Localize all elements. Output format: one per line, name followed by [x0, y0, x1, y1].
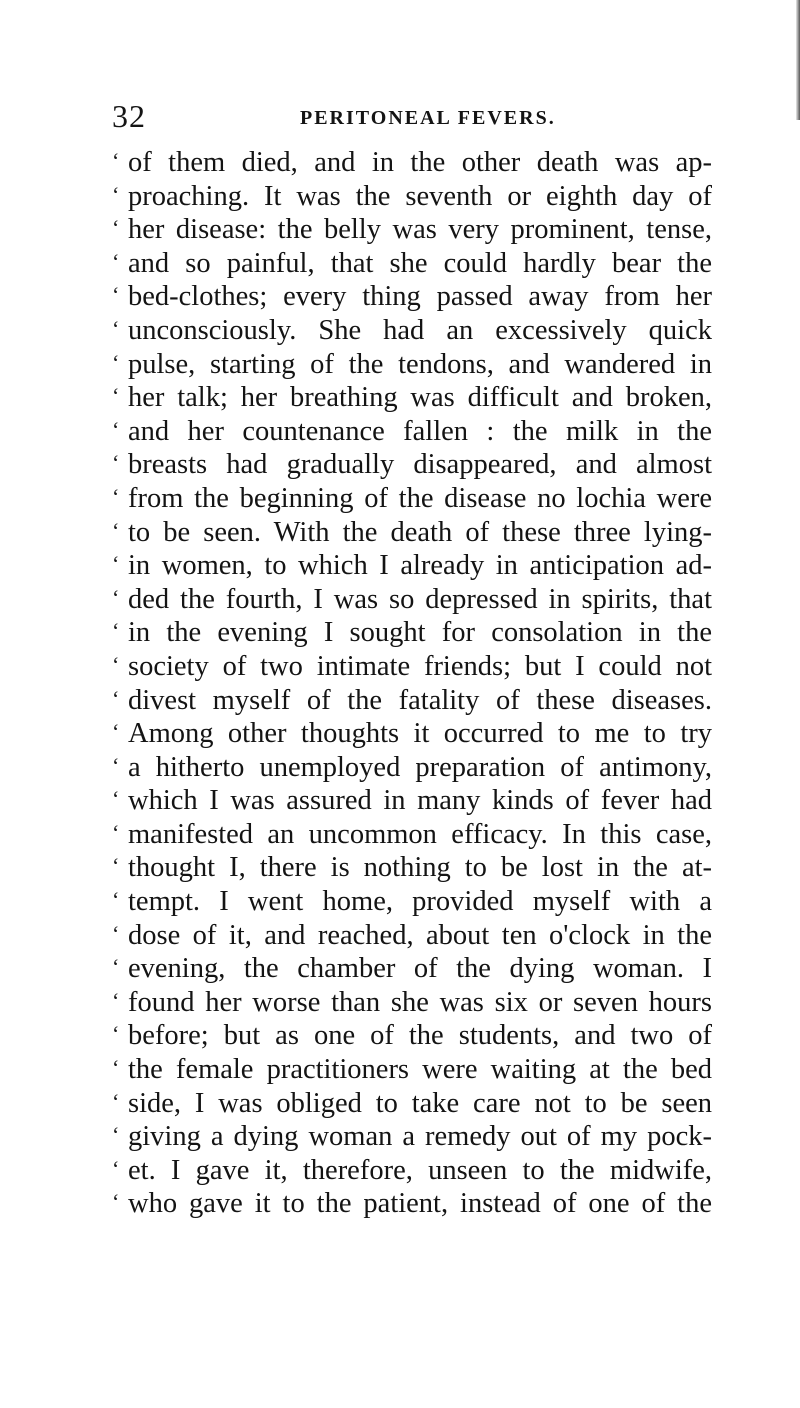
text-line — [112, 180, 712, 214]
quote-mark: ‘ — [112, 450, 120, 476]
text-line — [112, 448, 712, 482]
page-header — [0, 96, 800, 136]
quote-mark: ‘ — [112, 752, 120, 778]
text-line — [112, 751, 712, 785]
body-text — [112, 146, 712, 1221]
quote-mark: ‘ — [112, 887, 120, 913]
text-line — [112, 247, 712, 281]
text-line — [112, 280, 712, 314]
line-text: in the evening I sought for consolation in the — [128, 617, 712, 649]
line-text: before; but as one of the students, and two of — [128, 1020, 712, 1052]
line-text: the female practitioners were waiting at the bed — [128, 1054, 712, 1086]
quote-mark: ‘ — [112, 416, 120, 442]
quote-mark: ‘ — [112, 584, 120, 610]
line-text: who gave it to the patient, instead of one of the — [128, 1188, 712, 1220]
line-text: giving a dying woman a remedy out of my pock- — [128, 1121, 712, 1153]
text-line — [112, 213, 712, 247]
line-text: and her countenance fallen : the milk in the — [128, 415, 712, 447]
text-line — [112, 549, 712, 583]
text-line — [112, 684, 712, 718]
quote-mark: ‘ — [112, 1088, 120, 1114]
line-text: from the beginning of the disease no lochia were — [128, 482, 712, 514]
page-number: 32 — [112, 98, 146, 134]
quote-mark: ‘ — [112, 315, 120, 341]
quote-mark: ‘ — [112, 719, 120, 745]
quote-mark: ‘ — [112, 383, 120, 409]
text-line — [112, 1053, 712, 1087]
text-line — [112, 851, 712, 885]
text-line — [112, 818, 712, 852]
line-text: Among other thoughts it occurred to me to try — [128, 718, 712, 750]
quote-mark: ‘ — [112, 618, 120, 644]
quote-mark: ‘ — [112, 248, 120, 274]
quote-mark: ‘ — [112, 853, 120, 879]
line-text: of them died, and in the other death was ap- — [128, 147, 712, 178]
line-text: her disease: the belly was very prominent, tense, — [128, 214, 712, 246]
text-line — [112, 650, 712, 684]
line-text: unconsciously. She had an excessively quick — [128, 314, 712, 346]
line-text: which I was assured in many kinds of fever had — [128, 785, 712, 817]
text-line — [112, 885, 712, 919]
quote-mark: ‘ — [112, 1021, 120, 1047]
text-line — [112, 1019, 712, 1053]
text-line — [112, 415, 712, 449]
quote-mark: ‘ — [112, 1122, 120, 1148]
quote-mark: ‘ — [112, 517, 120, 543]
quote-mark: ‘ — [112, 1189, 120, 1215]
line-text: proaching. It was the seventh or eighth day of — [128, 180, 712, 212]
line-text: to be seen. With the death of these three lying- — [128, 516, 712, 548]
quote-mark: ‘ — [112, 1155, 120, 1181]
line-text: dose of it, and reached, about ten o'clock in the — [128, 919, 712, 951]
text-line — [112, 1087, 712, 1121]
text-line — [112, 381, 712, 415]
quote-mark: ‘ — [112, 987, 120, 1013]
line-text: side, I was obliged to take care not to be seen — [128, 1087, 712, 1119]
text-line — [112, 1120, 712, 1154]
line-text: breasts had gradually disappeared, and almost — [128, 449, 712, 481]
quote-mark: ‘ — [112, 181, 120, 207]
quote-mark: ‘ — [112, 685, 120, 711]
quote-mark: ‘ — [112, 483, 120, 509]
line-text: et. I gave it, therefore, unseen to the midwife, — [128, 1154, 712, 1186]
text-line — [112, 314, 712, 348]
text-line — [112, 717, 712, 751]
quote-mark: ‘ — [112, 786, 120, 812]
text-line — [112, 1154, 712, 1188]
line-text: her talk; her breathing was difficult and broken, — [128, 382, 712, 414]
text-line — [112, 616, 712, 650]
line-text: thought I, there is nothing to be lost in the at- — [128, 852, 712, 884]
quote-mark: ‘ — [112, 282, 120, 308]
quote-mark: ‘ — [112, 1055, 120, 1081]
quote-mark: ‘ — [112, 819, 120, 845]
text-line — [112, 784, 712, 818]
text-line — [112, 482, 712, 516]
line-text: a hitherto unemployed preparation of antimony, — [128, 751, 712, 783]
line-text: ded the fourth, I was so depressed in spirits, that — [128, 583, 712, 615]
line-text: divest myself of the fatality of these diseases. — [128, 684, 712, 716]
quote-mark: ‘ — [112, 954, 120, 980]
text-line — [112, 919, 712, 953]
text-line — [112, 348, 712, 382]
line-text: bed-clothes; every thing passed away from her — [128, 281, 712, 313]
text-line — [112, 516, 712, 550]
line-text: manifested an uncommon efficacy. In this case, — [128, 818, 712, 850]
quote-mark: ‘ — [112, 651, 120, 677]
line-text: society of two intimate friends; but I could not — [128, 650, 712, 682]
text-line — [112, 583, 712, 617]
text-line — [112, 986, 712, 1020]
line-text: found her worse than she was six or seven hours — [128, 986, 712, 1018]
text-line — [112, 1187, 712, 1221]
text-line — [112, 952, 712, 986]
quote-mark: ‘ — [112, 551, 120, 577]
quote-mark: ‘ — [112, 148, 120, 173]
line-text: pulse, starting of the tendons, and wandered in — [128, 348, 712, 380]
quote-mark: ‘ — [112, 215, 120, 241]
line-text: evening, the chamber of the dying woman. I — [128, 953, 712, 985]
quote-mark: ‘ — [112, 920, 120, 946]
line-text: and so painful, that she could hardly bear the — [128, 247, 712, 279]
line-text: in women, to which I already in anticipation ad- — [128, 550, 712, 582]
text-line — [112, 146, 712, 180]
quote-mark: ‘ — [112, 349, 120, 375]
line-text: tempt. I went home, provided myself with a — [128, 886, 712, 918]
running-title: PERITONEAL FEVERS. — [300, 107, 556, 129]
